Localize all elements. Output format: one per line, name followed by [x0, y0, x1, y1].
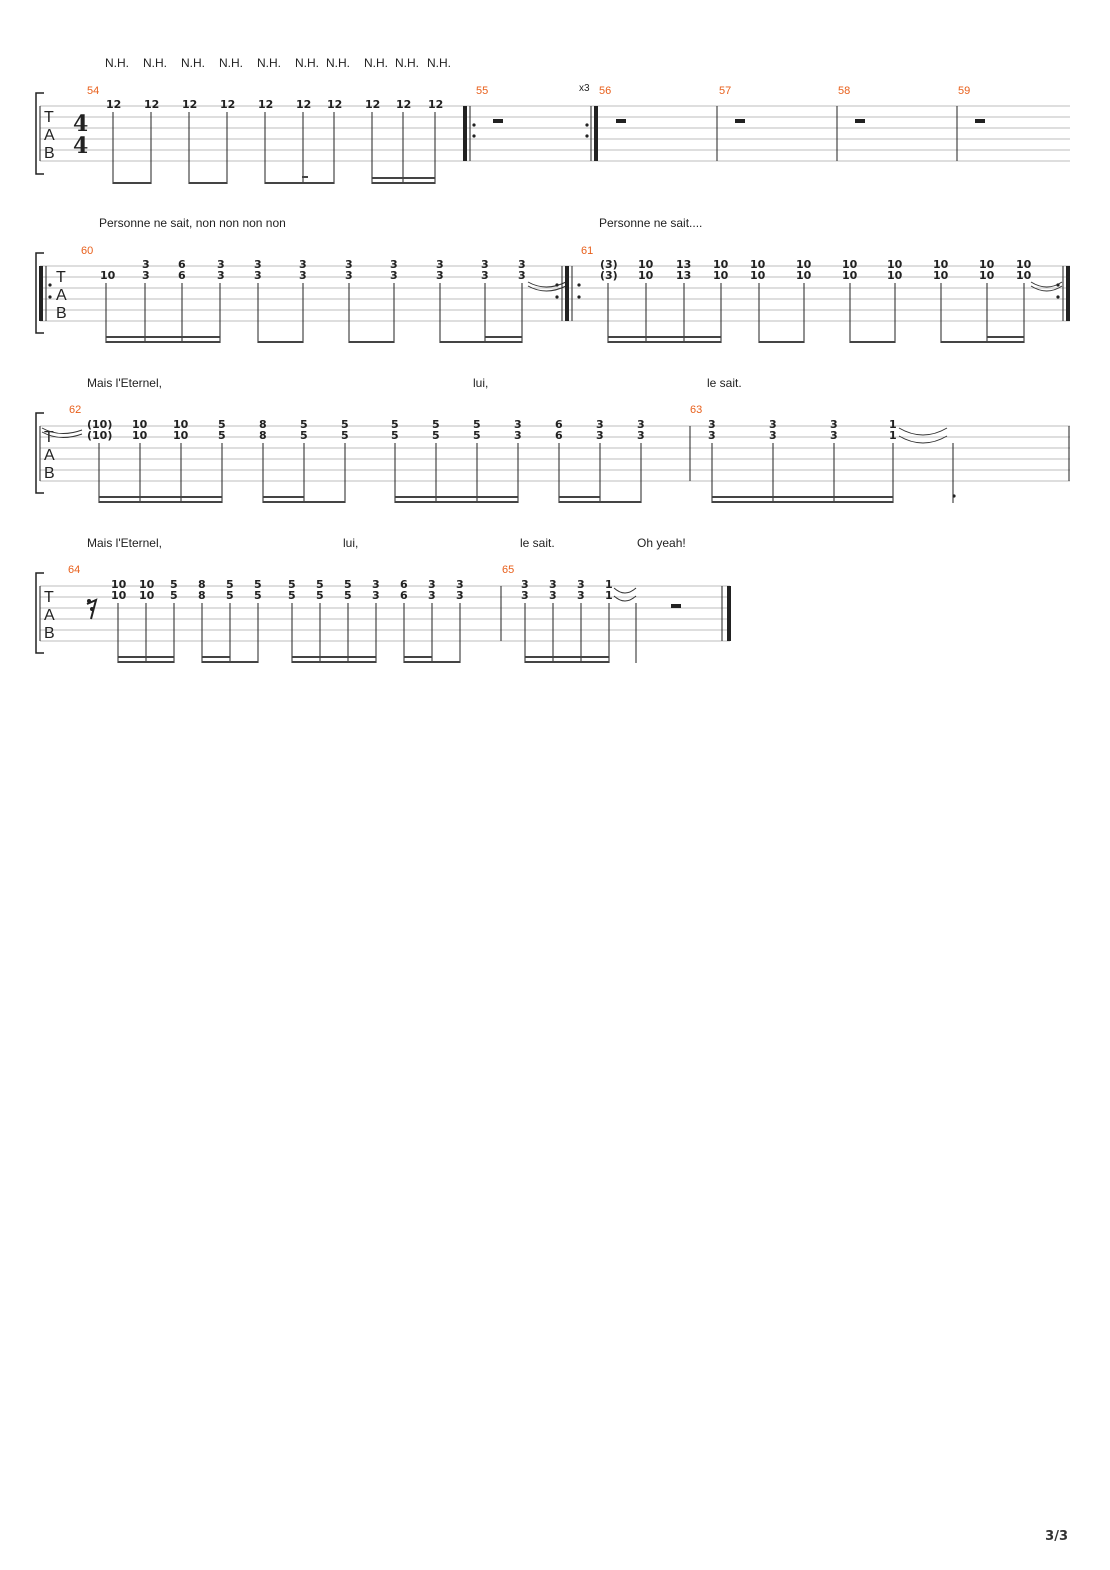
- svg-text:T: T: [44, 429, 54, 446]
- fret-number: 8: [198, 589, 206, 602]
- fret-number: 3: [456, 578, 464, 591]
- measure-number: 56: [599, 85, 612, 97]
- fret-number: 5: [432, 429, 440, 442]
- fret-number: 5: [341, 429, 349, 442]
- tab-clef: [44, 429, 55, 482]
- fret-number: 5: [218, 418, 226, 431]
- fret-number: 3: [436, 269, 444, 282]
- fret-number: 3: [521, 589, 529, 602]
- fret-number: 10: [139, 578, 155, 591]
- nh-label: N.H.: [427, 56, 451, 70]
- fret-number: 5: [391, 429, 399, 442]
- fret-number: 3: [299, 258, 307, 271]
- fret-number: 10: [173, 429, 189, 442]
- svg-text:4: 4: [73, 111, 89, 137]
- fret-number: 6: [400, 589, 408, 602]
- fret-number: 3: [596, 418, 604, 431]
- fret-number: 10: [638, 269, 654, 282]
- lyric: Personne ne sait....: [599, 216, 703, 230]
- measure-number: 64: [68, 564, 81, 576]
- fret-number: 3: [390, 269, 398, 282]
- fret-number: 10: [111, 578, 127, 591]
- repeat-count: x3: [579, 83, 590, 94]
- fret-number: 5: [254, 578, 262, 591]
- fret-number: 3: [514, 418, 522, 431]
- fret-number: 5: [288, 578, 296, 591]
- fret-number: 10: [979, 258, 995, 271]
- lyric: le sait.: [520, 536, 555, 550]
- half-rest: [616, 119, 626, 123]
- fret-number: 5: [170, 578, 178, 591]
- fret-number: 5: [316, 578, 324, 591]
- fret-number: 3: [596, 429, 604, 442]
- fret-number: 5: [432, 418, 440, 431]
- measure-60-notes: [100, 258, 566, 343]
- fret-number: 3: [549, 578, 557, 591]
- svg-text:4: 4: [73, 133, 89, 159]
- fret-number: 12: [220, 98, 236, 111]
- nh-label: N.H.: [364, 56, 388, 70]
- nh-label: N.H.: [219, 56, 243, 70]
- measure-number: 54: [87, 85, 100, 97]
- fret-number: 3: [217, 258, 225, 271]
- nh-label: N.H.: [326, 56, 350, 70]
- measure-54-notes: [106, 98, 443, 184]
- fret-number: 12: [296, 98, 312, 111]
- measure-65-notes: [521, 578, 681, 663]
- fret-number: 3: [518, 269, 526, 282]
- fret-number: 3: [518, 258, 526, 271]
- fret-number: 12: [182, 98, 198, 111]
- fret-number: 3: [481, 258, 489, 271]
- svg-text:B: B: [44, 625, 55, 642]
- fret-number: 3: [428, 578, 436, 591]
- page-number: 3/3: [1045, 1529, 1068, 1544]
- fret-number: 10: [132, 418, 148, 431]
- fret-number: 6: [555, 418, 563, 431]
- svg-text:B: B: [44, 465, 55, 482]
- fret-number: 3: [142, 258, 150, 271]
- fret-number: 1: [605, 589, 613, 602]
- fret-number: 10: [100, 269, 116, 282]
- measure-number: 60: [81, 245, 94, 257]
- fret-number: (10): [87, 429, 113, 442]
- fret-number: 3: [372, 589, 380, 602]
- fret-number: 3: [390, 258, 398, 271]
- fret-number: 3: [769, 429, 777, 442]
- fret-number: 12: [258, 98, 274, 111]
- fret-number: 10: [750, 269, 766, 282]
- nh-label: N.H.: [143, 56, 167, 70]
- fret-number: 10: [887, 258, 903, 271]
- lyric: le sait.: [707, 376, 742, 390]
- measure-number: 65: [502, 564, 515, 576]
- fret-number: 10: [933, 269, 949, 282]
- half-rest: [671, 604, 681, 608]
- fret-number: 10: [173, 418, 189, 431]
- fret-number: 5: [473, 418, 481, 431]
- fret-number: 5: [170, 589, 178, 602]
- fret-number: 3: [521, 578, 529, 591]
- fret-number: 6: [400, 578, 408, 591]
- nh-label: N.H.: [105, 56, 129, 70]
- fret-number: 5: [391, 418, 399, 431]
- fret-number: 10: [933, 258, 949, 271]
- lyric: Personne ne sait, non non non non: [99, 216, 286, 230]
- fret-number: 10: [638, 258, 654, 271]
- fret-number: 10: [713, 258, 729, 271]
- fret-number: (10): [87, 418, 113, 431]
- fret-number: 10: [887, 269, 903, 282]
- lyric: Oh yeah!: [637, 536, 686, 550]
- svg-text:T: T: [56, 269, 66, 286]
- nh-label: N.H.: [395, 56, 419, 70]
- fret-number: 3: [142, 269, 150, 282]
- fret-number: 5: [316, 589, 324, 602]
- tab-clef: [56, 269, 67, 322]
- fret-number: 3: [708, 418, 716, 431]
- fret-number: 5: [344, 589, 352, 602]
- fret-number: 10: [132, 429, 148, 442]
- fret-number: 3: [456, 589, 464, 602]
- fret-number: 6: [178, 258, 186, 271]
- measure-number: 59: [958, 85, 971, 97]
- fret-number: (3): [600, 269, 618, 282]
- fret-number: 5: [473, 429, 481, 442]
- svg-text:T: T: [44, 109, 54, 126]
- fret-number: 8: [259, 418, 267, 431]
- system-3: [36, 376, 1070, 503]
- fret-number: 10: [979, 269, 995, 282]
- fret-number: 3: [481, 269, 489, 282]
- fret-number: 3: [577, 589, 585, 602]
- lyric: lui,: [343, 536, 359, 550]
- fret-number: 3: [345, 269, 353, 282]
- staff-lines: [40, 106, 1070, 161]
- svg-text:B: B: [44, 145, 55, 162]
- measure-number: 62: [69, 404, 82, 416]
- fret-number: 5: [218, 429, 226, 442]
- half-rest: [735, 119, 745, 123]
- fret-number: 5: [288, 589, 296, 602]
- fret-number: 12: [106, 98, 122, 111]
- fret-number: 3: [254, 258, 262, 271]
- fret-number: 3: [637, 429, 645, 442]
- measure-number: 57: [719, 85, 732, 97]
- fret-number: 3: [549, 589, 557, 602]
- measure-64-notes: [111, 578, 464, 663]
- half-rest: [975, 119, 985, 123]
- fret-number: 8: [198, 578, 206, 591]
- measure-number: 61: [581, 245, 594, 257]
- fret-number: 13: [676, 258, 692, 271]
- fret-number: 3: [436, 258, 444, 271]
- svg-text:A: A: [56, 287, 67, 304]
- svg-text:T: T: [44, 589, 54, 606]
- svg-text:B: B: [56, 305, 67, 322]
- fret-number: 6: [178, 269, 186, 282]
- half-rest: [493, 119, 503, 123]
- fret-number: 12: [365, 98, 381, 111]
- nh-label: N.H.: [257, 56, 281, 70]
- fret-number: 13: [676, 269, 692, 282]
- fret-number: 10: [750, 258, 766, 271]
- fret-number: 10: [842, 258, 858, 271]
- tab-clef: [44, 109, 55, 162]
- fret-number: 12: [327, 98, 343, 111]
- fret-number: 3: [830, 429, 838, 442]
- fret-number: 5: [300, 429, 308, 442]
- fret-number: 10: [1016, 258, 1032, 271]
- fret-number: 12: [144, 98, 160, 111]
- fret-number: 5: [254, 589, 262, 602]
- svg-text:A: A: [44, 607, 55, 624]
- lyric: Mais l'Eternel,: [87, 376, 162, 390]
- fret-number: 1: [605, 578, 613, 591]
- fret-number: 1: [889, 429, 897, 442]
- natural-harmonic-row: [105, 56, 451, 70]
- system-2: [36, 216, 1070, 343]
- measure-62-notes: [87, 418, 645, 503]
- fret-number: 3: [254, 269, 262, 282]
- nh-label: N.H.: [295, 56, 319, 70]
- half-rest: [855, 119, 865, 123]
- fret-number: 10: [139, 589, 155, 602]
- svg-text:A: A: [44, 447, 55, 464]
- measure-63-notes: [708, 418, 956, 503]
- lyric: Mais l'Eternel,: [87, 536, 162, 550]
- fret-number: 6: [555, 429, 563, 442]
- fret-number: 5: [226, 589, 234, 602]
- system-1: [36, 56, 1070, 184]
- fret-number: 10: [1016, 269, 1032, 282]
- fret-number: 3: [299, 269, 307, 282]
- fret-number: 5: [344, 578, 352, 591]
- fret-number: 8: [259, 429, 267, 442]
- fret-number: (3): [600, 258, 618, 271]
- fret-number: 3: [217, 269, 225, 282]
- measure-number: 63: [690, 404, 703, 416]
- fret-number: 3: [428, 589, 436, 602]
- fret-number: 3: [514, 429, 522, 442]
- measure-number: 58: [838, 85, 851, 97]
- fret-number: 10: [842, 269, 858, 282]
- fret-number: 10: [796, 269, 812, 282]
- fret-number: 10: [796, 258, 812, 271]
- tab-clef: [44, 589, 55, 642]
- time-signature: [73, 111, 88, 159]
- measure-number: 55: [476, 85, 489, 97]
- fret-number: 3: [708, 429, 716, 442]
- fret-number: 10: [713, 269, 729, 282]
- fret-number: 10: [111, 589, 127, 602]
- fret-number: 5: [300, 418, 308, 431]
- fret-number: 12: [396, 98, 412, 111]
- system-4: [36, 536, 730, 663]
- fret-number: 3: [830, 418, 838, 431]
- svg-text:A: A: [44, 127, 55, 144]
- lyric: lui,: [473, 376, 489, 390]
- fret-number: 3: [372, 578, 380, 591]
- fret-number: 12: [428, 98, 444, 111]
- fret-number: 1: [889, 418, 897, 431]
- staff-lines: [40, 266, 1070, 321]
- fret-number: 3: [577, 578, 585, 591]
- nh-label: N.H.: [181, 56, 205, 70]
- measure-61-notes: [600, 258, 1062, 343]
- fret-number: 3: [637, 418, 645, 431]
- fret-number: 3: [769, 418, 777, 431]
- fret-number: 5: [226, 578, 234, 591]
- fret-number: 3: [345, 258, 353, 271]
- fret-number: 5: [341, 418, 349, 431]
